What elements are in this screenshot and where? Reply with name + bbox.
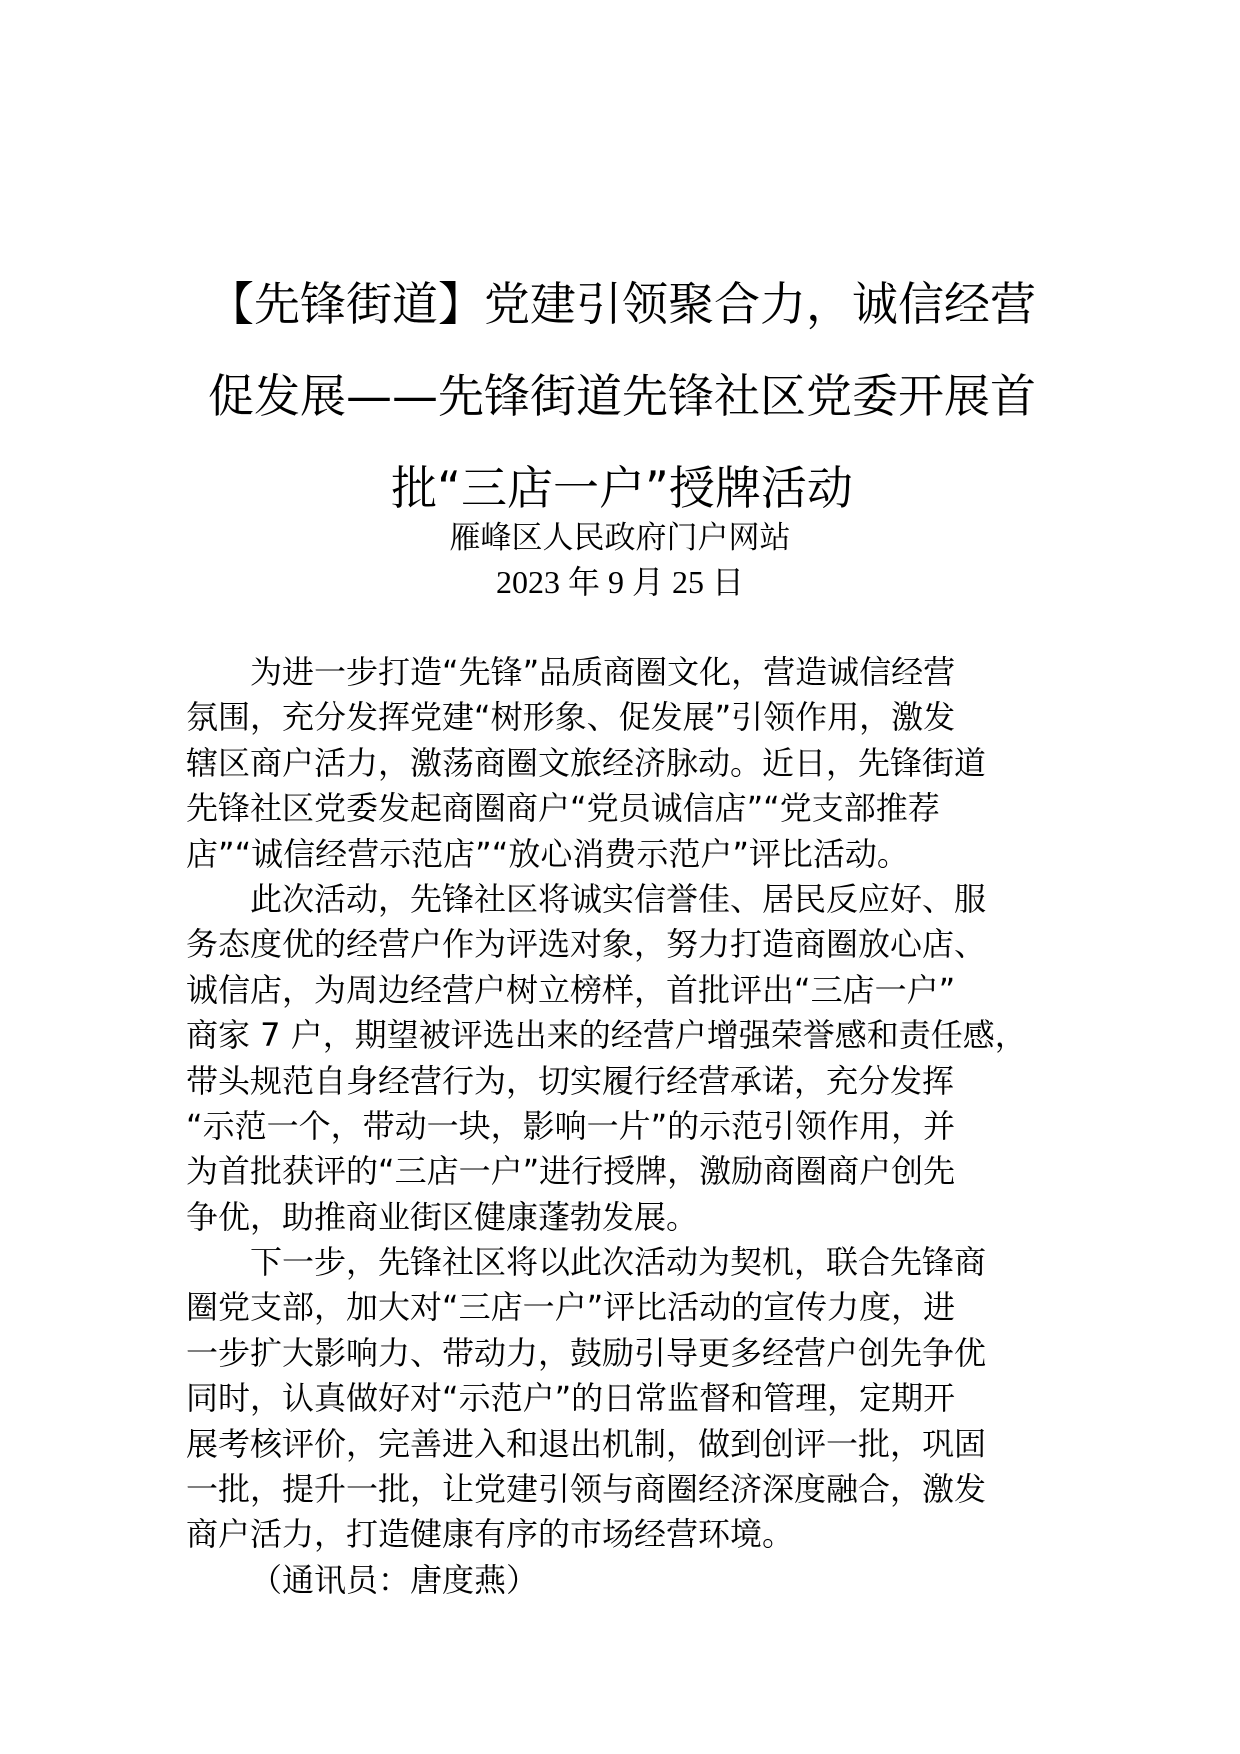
- body-line: 务态度优的经营户作为评选对象，努力打造商圈放心店、: [186, 925, 987, 964]
- body-line: 争优，助推商业街区健康蓬勃发展。: [186, 1197, 699, 1236]
- body-line: 一步扩大影响力、带动力，鼓励引导更多经营户创先争优: [186, 1333, 987, 1372]
- article-date: 2023 年 9 月 25 日: [495, 564, 744, 600]
- body-line: 此次活动，先锋社区将诚实信誉佳、居民反应好、服: [250, 879, 987, 918]
- body-line: 为首批获评的“三店一户”进行授牌，激励商圈商户创先: [186, 1152, 956, 1191]
- body-line: 商户活力，打造健康有序的市场经营环境。: [186, 1515, 795, 1554]
- body-line: “示范一个，带动一块，影响一片”的示范引领作用，并: [186, 1106, 956, 1145]
- body-line: 店”“诚信经营示范店”“放心消费示范户”评比活动。: [186, 834, 909, 873]
- body-line: 展考核评价，完善进入和退出机制，做到创评一批，巩固: [186, 1424, 987, 1463]
- body-line: 商家 7 户，期望被评选出来的经营户增强荣誉感和责任感，: [186, 1016, 1027, 1055]
- body-line: 先锋社区党委发起商圈商户“党员诚信店”“党支部推荐: [186, 789, 940, 828]
- body-line: 一批，提升一批，让党建引领与商圈经济深度融合，激发: [186, 1470, 987, 1509]
- article-body: [186, 650, 1058, 1603]
- body-line: 带头规范自身经营行为，切实履行经营承诺，充分发挥: [186, 1061, 955, 1100]
- body-line: 氛围，充分发挥党建“树形象、促发展”引领作用，激发: [186, 698, 956, 737]
- article-title: [186, 258, 1058, 534]
- body-line: 辖区商户活力，激荡商圈文旅经济脉动。近日，先锋街道: [186, 743, 987, 782]
- title-line-3: 批“三店一户”授牌活动: [391, 461, 853, 515]
- correspondent-credit: （通讯员：唐度燕）: [250, 1560, 539, 1599]
- body-line: 同时，认真做好对“示范户”的日常监督和管理，定期开: [186, 1379, 956, 1418]
- body-line: 圈党支部，加大对“三店一户”评比活动的宣传力度，进: [186, 1288, 956, 1327]
- body-line: 诚信店，为周边经营户树立榜样，首批评出“三店一户”: [186, 970, 956, 1009]
- title-line-2: 促发展——先锋街道先锋社区党委开展首: [208, 369, 1036, 423]
- article-source: 雁峰区人民政府门户网站: [449, 520, 791, 556]
- title-line-1: 【先锋街道】党建引领聚合力，诚信经营: [208, 277, 1036, 331]
- body-line: 下一步，先锋社区将以此次活动为契机，联合先锋商: [250, 1243, 987, 1282]
- body-line: 为进一步打造“先锋”品质商圈文化，营造诚信经营: [250, 653, 956, 691]
